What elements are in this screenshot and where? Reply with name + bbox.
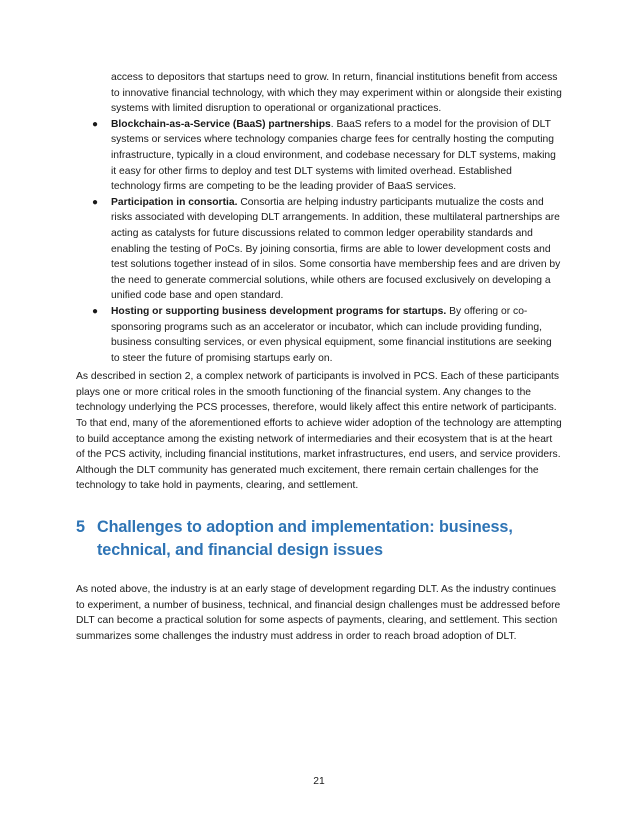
body-paragraph: As described in section 2, a complex network of participants is involved in PCS. Each of these participants plays one or more critical roles in the smooth functioning of the financial system. Any changes to the technology underlying the PCS processes, therefore, would likely affect this entire network of participants. To that end, many of the aforementioned efforts to achieve wider adoption of the technology are attempting to build acceptance among the existing network of intermediaries and their ecosystem that is at the heart of the PCS activity, including financial institutions, market infrastructures, end users, and service providers. Although the DLT community has generated much excitement, there remain certain challenges for the technology to take hold in payments, clearing, and settlement. bbox=[76, 371, 562, 492]
bullet-item-startups bbox=[76, 304, 562, 366]
bullet-title: Blockchain-as-a-Service (BaaS) partnerships bbox=[111, 118, 331, 130]
page-number: 21 bbox=[313, 776, 325, 787]
bullet-title: Hosting or supporting business development programs for startups. bbox=[111, 305, 447, 317]
bullet-item-baas bbox=[76, 117, 562, 195]
bullet-title: Participation in consortia. bbox=[111, 196, 238, 208]
bullet-list bbox=[76, 117, 562, 367]
bullet-icon: ● bbox=[92, 118, 99, 130]
bullet-text: Consortia are helping industry participants mutualize the costs and risks associated with developing DLT arrangements. In addition, these multilateral partnerships are acting as catalysts for future discussions related to common ledger operability standards and enabling the testing of PoCs. By joining consortia, firms are able to lower development costs and test solutions together instead of in silos. Some consortia have membership fees and are driven by the need to generate commercial solutions, while others are focused exclusively on developing a unified code base and open standard. bbox=[111, 196, 561, 302]
section-intro-paragraph: As noted above, the industry is at an early stage of development regarding DLT. As the industry continues to experiment, a number of business, technical, and financial design challenges must be addressed before DLT can become a practical solution for some aspects of payments, clearing, and settlement. This section summarizes some challenges the industry must address in order to reach broad adoption of DLT. bbox=[76, 584, 561, 642]
section-number: 5 bbox=[76, 518, 85, 537]
bullet-icon: ● bbox=[92, 196, 99, 208]
continued-bullet-text: access to depositors that startups need to grow. In return, financial institutions benefit from access to innovative financial technology, with which they may experiment within or alongside their existing systems with limited disruption to operational or organizational practices. bbox=[111, 72, 562, 115]
page-content bbox=[76, 70, 562, 644]
bullet-item-consortia bbox=[76, 195, 562, 304]
bullet-text: By offering or co-sponsoring programs such as an accelerator or incubator, which can include providing funding, business consulting services, or even physical equipment, some financial institutions are seeking to steer the future of promising startups early on. bbox=[111, 305, 552, 364]
bullet-text: . BaaS refers to a model for the provision of DLT systems or services where technology companies charge fees for centrally hosting the computing infrastructure, typically in a cloud environment, and codebase necessary for DLT systems, making it easy for other firms to deploy and test DLT systems with limited overhead. Established technology firms are competing to be the leading provider of BaaS services. bbox=[111, 118, 556, 193]
bullet-icon: ● bbox=[92, 305, 99, 317]
section-heading bbox=[76, 516, 562, 562]
section-title: Challenges to adoption and implementation: business, technical, and financial design issues bbox=[97, 518, 513, 560]
